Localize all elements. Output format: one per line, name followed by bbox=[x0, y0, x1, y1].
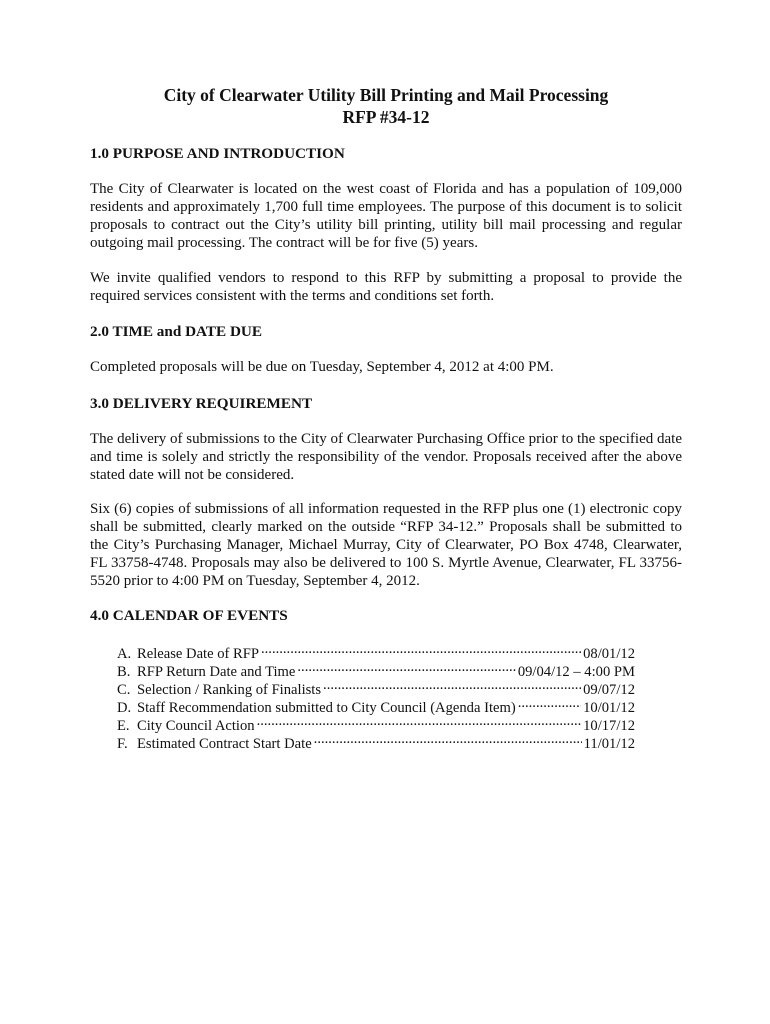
document-page bbox=[90, 84, 682, 752]
dot-leader bbox=[518, 694, 581, 712]
dot-leader bbox=[257, 712, 582, 730]
section-3-heading: 3.0 DELIVERY REQUIREMENT bbox=[90, 395, 313, 412]
dot-leader bbox=[314, 730, 582, 748]
calendar-event-item bbox=[117, 640, 635, 662]
event-date: 09/07/12 bbox=[583, 682, 635, 698]
event-date: 10/01/12 bbox=[583, 700, 635, 716]
section-1-paragraph-2: We invite qualified vendors to respond to this RFP by submitting a proposal to provide the required services consistent with the terms and conditions set forth. bbox=[90, 270, 682, 304]
event-label: Release Date of RFP bbox=[137, 646, 259, 662]
event-date: 08/01/12 bbox=[583, 646, 635, 662]
event-letter: F. bbox=[117, 736, 128, 752]
event-label: Selection / Ranking of Finalists bbox=[137, 682, 322, 698]
section-1-heading: 1.0 PURPOSE AND INTRODUCTION bbox=[90, 145, 345, 162]
document-title-line1: City of Clearwater Utility Bill Printing and Mail Processing bbox=[163, 85, 609, 105]
event-date: 10/17/12 bbox=[583, 718, 635, 734]
calendar-of-events-list bbox=[117, 640, 635, 752]
event-label: City Council Action bbox=[137, 718, 255, 734]
dot-leader bbox=[297, 658, 515, 676]
event-date: 09/04/12 – 4:00 PM bbox=[517, 664, 635, 680]
document-title-line2: RFP #34-12 bbox=[342, 107, 430, 127]
event-letter: A. bbox=[117, 646, 132, 662]
event-label: Staff Recommendation submitted to City Council (Agenda Item) bbox=[137, 700, 516, 716]
event-label: Estimated Contract Start Date bbox=[137, 736, 312, 752]
dot-leader bbox=[323, 676, 581, 694]
section-2-paragraph-1: Completed proposals will be due on Tuesday, September 4, 2012 at 4:00 PM. bbox=[90, 359, 554, 375]
section-1-paragraph-1: The City of Clearwater is located on the west coast of Florida and has a population of 109,000 residents and approximately 1,700 full time employees. The purpose of this document is to solicit proposals to contract out the City’s utility bill printing, utility bill mail processing and regular outgoing mail processing. The contract will be for five (5) years. bbox=[90, 181, 682, 251]
event-date: 11/01/12 bbox=[583, 736, 635, 752]
event-letter: D. bbox=[117, 700, 132, 716]
event-letter: C. bbox=[117, 682, 131, 698]
section-4-heading: 4.0 CALENDAR OF EVENTS bbox=[90, 607, 288, 624]
section-3-paragraph-2: Six (6) copies of submissions of all information requested in the RFP plus one (1) electronic copy shall be submitted, clearly marked on the outside “RFP 34-12.” Proposals shall be submitted to the City’s Purchasing Manager, Michael Murray, City of Clearwater, PO Box 4748, Clearwater, FL 33758-4748. Proposals may also be delivered to 100 S. Myrtle Avenue, Clearwater, FL 33756-5520 prior to 4:00 PM on Tuesday, September 4, 2012. bbox=[90, 501, 682, 589]
event-label: RFP Return Date and Time bbox=[137, 664, 296, 680]
dot-leader bbox=[261, 640, 581, 658]
section-2-heading: 2.0 TIME and DATE DUE bbox=[90, 323, 263, 340]
section-3-paragraph-1: The delivery of submissions to the City of Clearwater Purchasing Office prior to the specified date and time is solely and strictly the responsibility of the vendor. Proposals received after the above stated date will not be considered. bbox=[90, 431, 682, 483]
event-letter: B. bbox=[117, 664, 131, 680]
event-letter: E. bbox=[117, 718, 130, 734]
